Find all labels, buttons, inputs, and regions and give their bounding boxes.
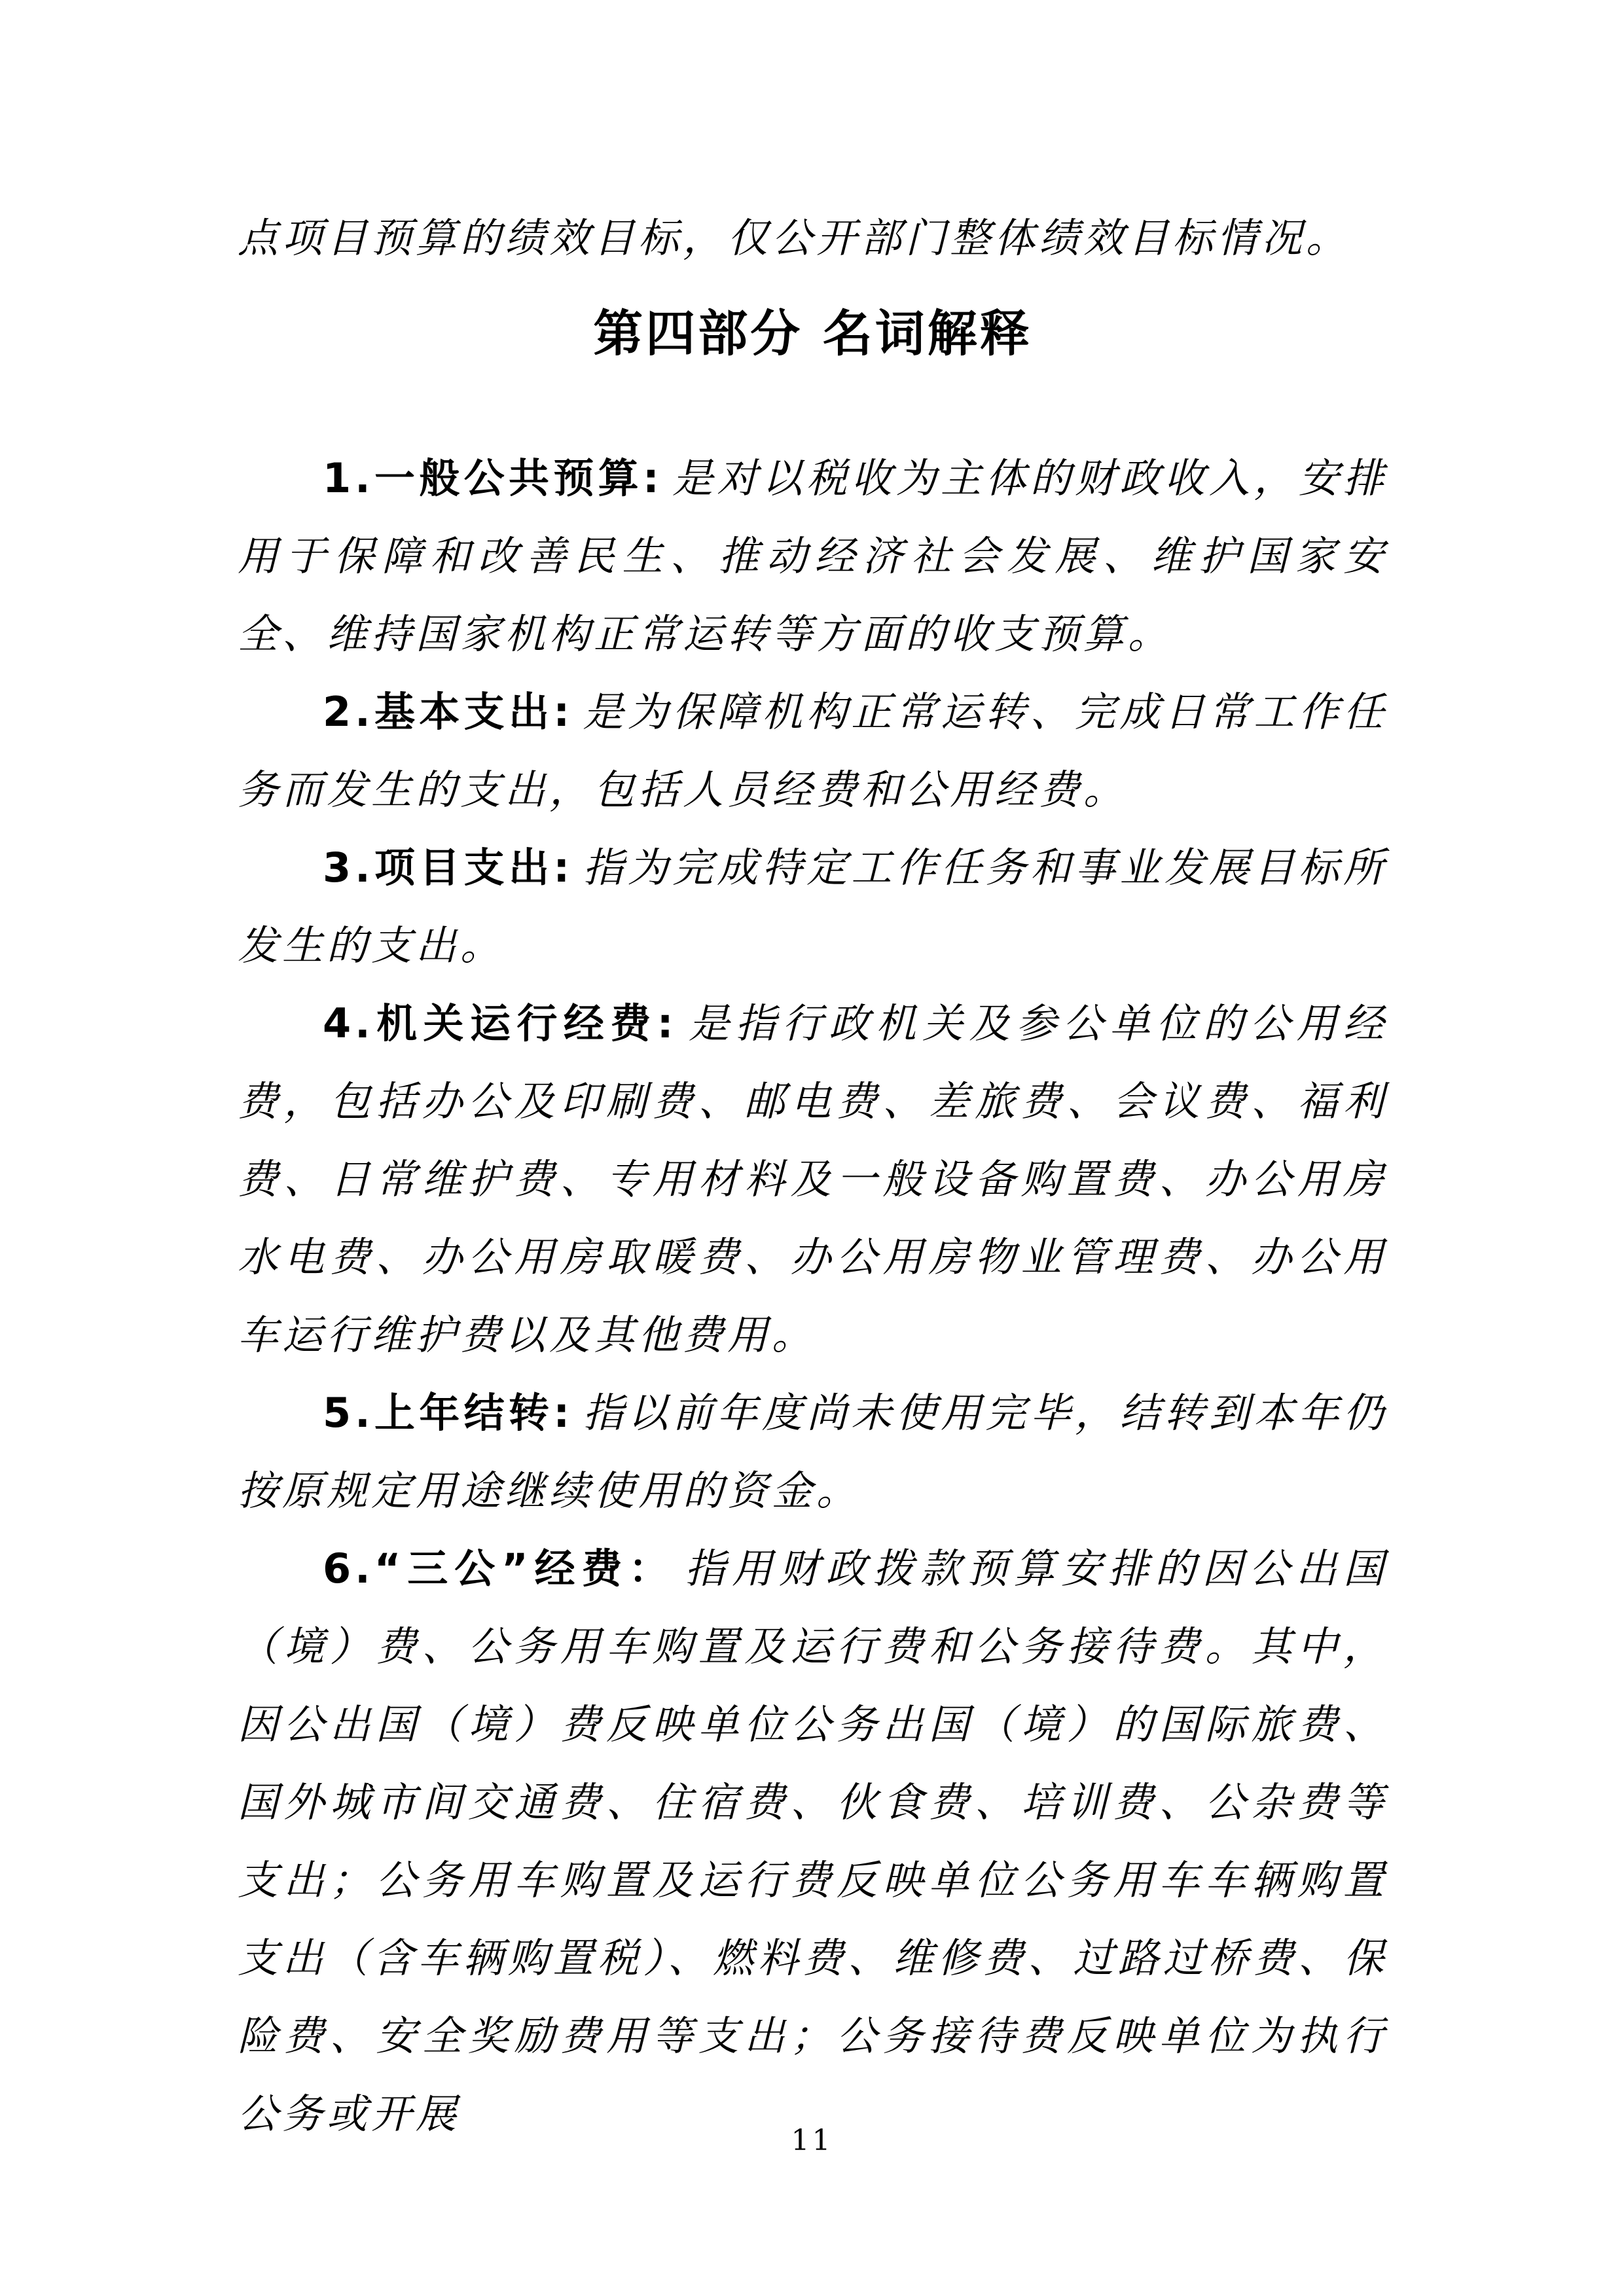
term-label: 6.“三公”经费： xyxy=(323,1545,676,1592)
glossary-item xyxy=(238,1530,1388,2153)
glossary-item xyxy=(238,985,1388,1374)
glossary xyxy=(238,440,1388,2153)
term-definition: 是指行政机关及参公单位的公用经费，包括办公及印刷费、邮电费、差旅费、会议费、福利费、日常维护费、专用材料及一般设备购置费、办公用房水电费、办公用房取暖费、办公用房物业管理费、办公用车运行维护费以及其他费用。 xyxy=(238,999,1388,1359)
term-label: 2.基本支出: xyxy=(323,688,574,736)
section-title: 第四部分 名词解释 xyxy=(593,304,1032,363)
term-definition: 是为保障机构正常运转、完成日常工作任务而发生的支出，包括人员经费和公用经费。 xyxy=(238,688,1388,814)
term-label: 5.上年结转: xyxy=(323,1389,574,1437)
glossary-item xyxy=(238,673,1388,829)
term-definition: 指用财政拨款预算安排的因公出国（境）费、公务用车购置及运行费和公务接待费。其中，因公出国（境）费反映单位公务出国（境）的国际旅费、国外城市间交通费、住宿费、伙食费、培训费、公杂费等支出；公务用车购置及运行费反映单位公务用车车辆购置支出（含车辆购置税）、燃料费、维修费、过路过桥费、保险费、安全奖励费用等支出；公务接待费反映单位为执行公务或开展 xyxy=(238,1545,1388,2138)
continuation-text: 点项目预算的绩效目标，仅公开部门整体绩效目标情况。 xyxy=(238,214,1351,262)
term-definition: 是对以税收为主体的财政收入，安排用于保障和改善民生、推动经济社会发展、维护国家安全、维持国家机构正常运转等方面的收支预算。 xyxy=(238,454,1388,658)
glossary-item xyxy=(238,440,1388,673)
term-label: 3.项目支出: xyxy=(323,844,574,891)
glossary-item xyxy=(238,829,1388,985)
term-definition: 指以前年度尚未使用完毕，结转到本年仍按原规定用途继续使用的资金。 xyxy=(238,1389,1388,1515)
glossary-item xyxy=(238,1374,1388,1530)
term-definition: 指为完成特定工作任务和事业发展目标所发生的支出。 xyxy=(238,844,1388,969)
term-label: 1.一般公共预算: xyxy=(323,454,663,502)
term-label: 4.机关运行经费: xyxy=(323,999,677,1047)
page-number: 11 xyxy=(791,2124,833,2157)
